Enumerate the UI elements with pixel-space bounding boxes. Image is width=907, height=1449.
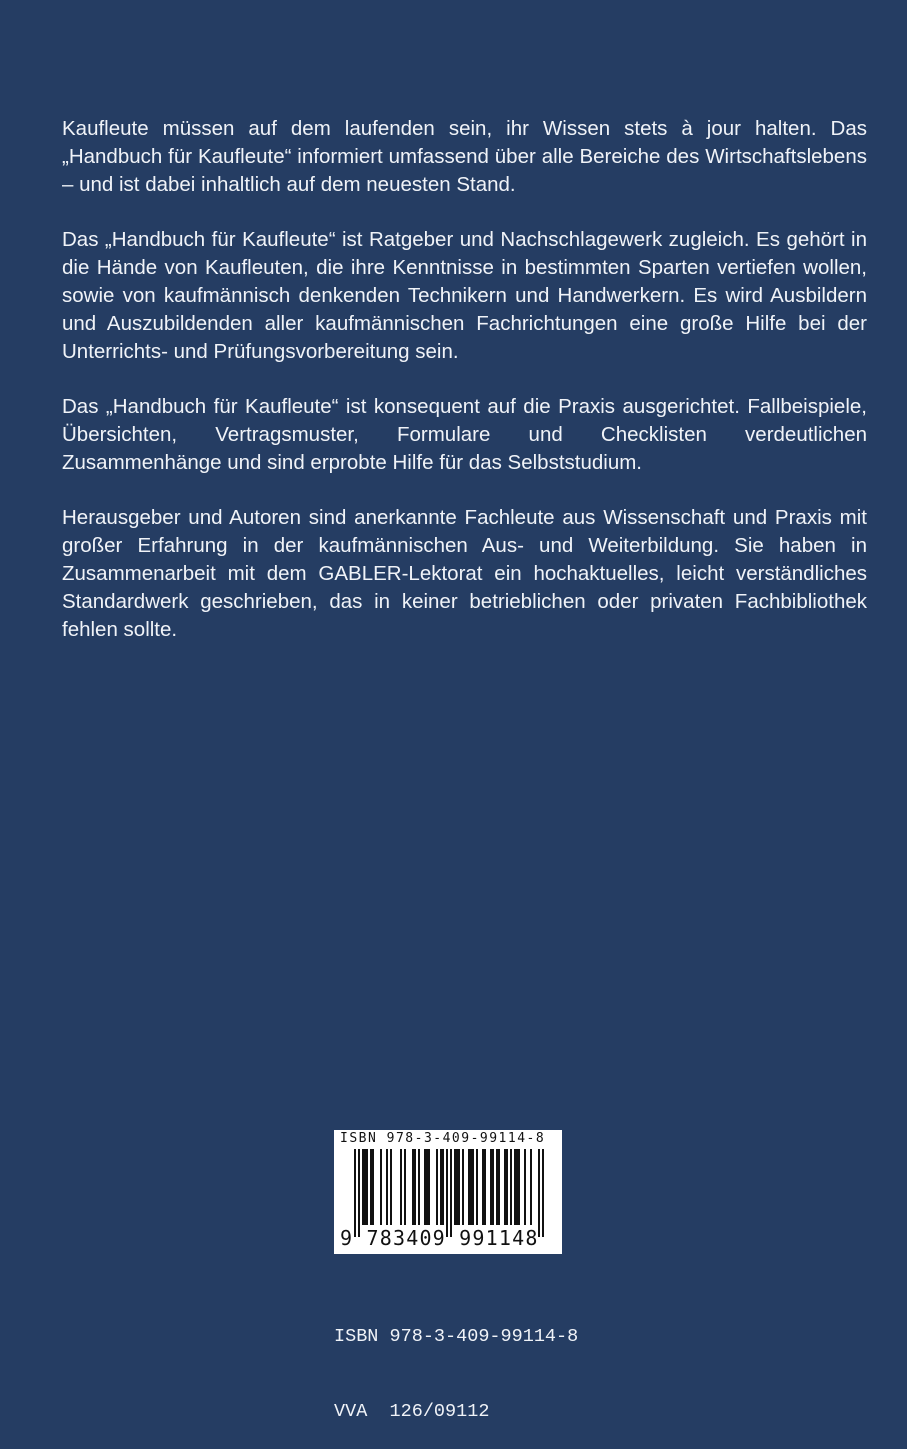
barcode-bar bbox=[516, 1149, 518, 1225]
barcode-bar bbox=[462, 1149, 464, 1225]
barcode-bar bbox=[504, 1149, 506, 1225]
barcode-bar bbox=[484, 1149, 486, 1225]
barcode-digits: 9 783409 991148 bbox=[340, 1226, 539, 1250]
barcode-bar bbox=[440, 1149, 442, 1225]
barcode-bar bbox=[362, 1149, 364, 1225]
barcode-bar bbox=[496, 1149, 498, 1225]
barcode-bar bbox=[446, 1149, 448, 1237]
barcode-bar bbox=[366, 1149, 368, 1225]
barcode-bar bbox=[538, 1149, 540, 1237]
barcode-bar bbox=[510, 1149, 512, 1225]
vva-code: VVA 126/09112 bbox=[334, 1401, 490, 1422]
barcode-bar bbox=[424, 1149, 426, 1225]
barcode-bar bbox=[380, 1149, 382, 1225]
barcode-bar bbox=[370, 1149, 372, 1225]
barcode-bar bbox=[412, 1149, 414, 1225]
barcode-bar bbox=[514, 1149, 516, 1225]
barcode-bar bbox=[418, 1149, 420, 1225]
barcode-bar bbox=[404, 1149, 406, 1225]
barcode-bar bbox=[518, 1149, 520, 1225]
barcode-bar bbox=[468, 1149, 470, 1225]
barcode-bar bbox=[492, 1149, 494, 1225]
barcode-bar bbox=[450, 1149, 452, 1237]
barcode-bar bbox=[472, 1149, 474, 1225]
publication-codes bbox=[334, 1274, 578, 1449]
barcode-bar bbox=[476, 1149, 478, 1225]
paragraph-authors: Herausgeber und Autoren sind anerkannte Fachleute aus Wissenschaft und Praxis mit großer Erfahrung in der kaufmännischen Aus- und Weiterbildung. Sie haben in Zusammenarbeit mit dem GABLER-Lektorat ein hochaktuelles, leicht verständliches Standardwerk geschrieben, das in keiner betrieblichen oder privaten Fachbibliothek fehlen sollte. bbox=[62, 506, 867, 641]
barcode-bar bbox=[400, 1149, 402, 1225]
barcode-bar bbox=[428, 1149, 430, 1225]
barcode-isbn-text: ISBN 978-3-409-99114-8 bbox=[340, 1131, 546, 1146]
barcode-bar bbox=[436, 1149, 438, 1225]
barcode-bar bbox=[442, 1149, 444, 1225]
paragraph-audience: Das „Handbuch für Kaufleute“ ist Ratgeber und Nachschlagewerk zugleich. Es gehört in die Hände von Kaufleuten, die ihre Kenntnisse in bestimmten Sparten vertiefen wollen, sowie von kaufmännisch denkenden Technikern und Handwerkern. Es wird Ausbildern und Auszubildenden aller kaufmännischen Fachrichtungen eine große Hilfe bei der Unterrichts- und Prüfungsvorbereitung sein. bbox=[62, 228, 867, 363]
paragraph-intro: Kaufleute müssen auf dem laufenden sein, ihr Wissen stets à jour halten. Das „Handbuch für Kaufleute“ informiert umfassend über alle Bereiche des Wirtschaftslebens – und ist dabei inhaltlich auf dem neuesten Stand. bbox=[62, 117, 867, 196]
barcode-bar bbox=[498, 1149, 500, 1225]
barcode-bar bbox=[542, 1149, 544, 1237]
barcode-bar bbox=[530, 1149, 532, 1225]
barcode-bar bbox=[454, 1149, 456, 1225]
barcode-bar bbox=[414, 1149, 416, 1225]
barcode-bar bbox=[386, 1149, 388, 1225]
barcode-bar bbox=[524, 1149, 526, 1225]
barcode-label bbox=[334, 1130, 562, 1254]
barcode-bar bbox=[456, 1149, 458, 1225]
barcode-bar bbox=[354, 1149, 356, 1237]
barcode-bar bbox=[364, 1149, 366, 1225]
barcode-bar bbox=[390, 1149, 392, 1225]
barcode-bar bbox=[426, 1149, 428, 1225]
isbn-code: ISBN 978-3-409-99114-8 bbox=[334, 1326, 579, 1347]
barcode-bar bbox=[490, 1149, 492, 1225]
barcode-bar bbox=[470, 1149, 472, 1225]
barcode-bar bbox=[372, 1149, 374, 1225]
back-cover-text bbox=[62, 115, 867, 671]
barcode-bar bbox=[458, 1149, 460, 1225]
barcode-bar bbox=[506, 1149, 508, 1225]
barcode-bar bbox=[358, 1149, 360, 1237]
paragraph-practice: Das „Handbuch für Kaufleute“ ist konsequent auf die Praxis ausgerichtet. Fallbeispiele, Übersichten, Vertragsmuster, Formulare und Checklisten verdeutlichen Zusammenhänge und sind erprobte Hilfe für das Selbststudium. bbox=[62, 395, 867, 474]
barcode-bar bbox=[482, 1149, 484, 1225]
